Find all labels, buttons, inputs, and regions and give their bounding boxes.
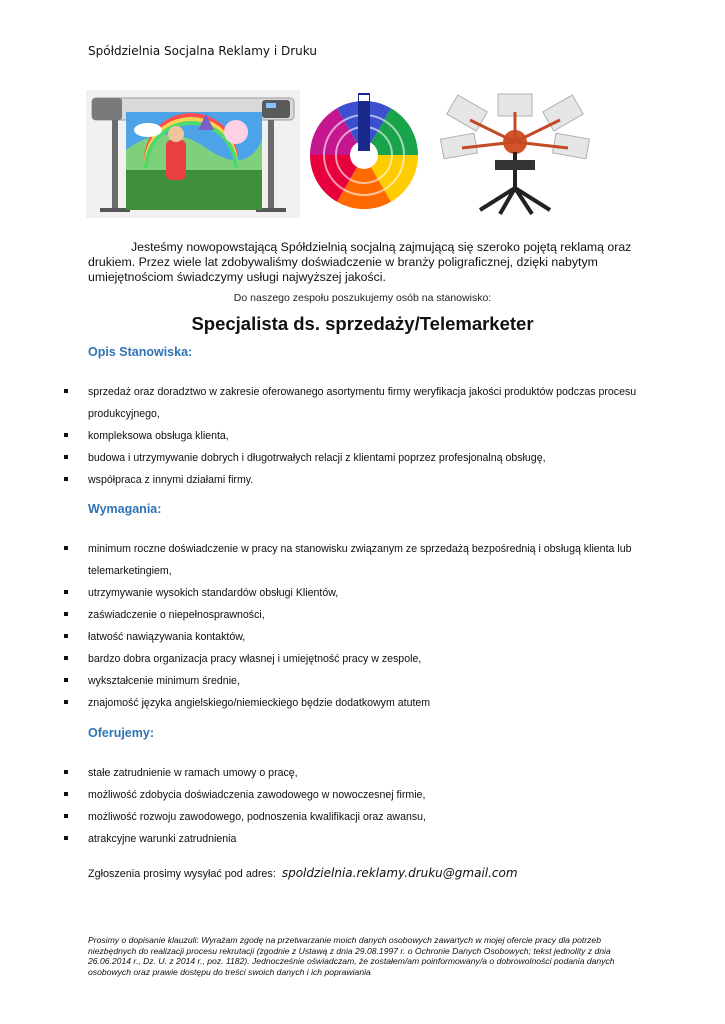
list-item: atrakcyjne warunki zatrudnienia [0,828,648,850]
gdpr-disclaimer: Prosimy o dopisanie klauzuli: Wyrażam zgodę na przetwarzanie moich danych osobowych zawartych w mojej ofercie pracy dla potrzeb niezbędnych do realizacji procesu rekrutacji (zgodnie z Ustawą z dnia 29.08.1997 r. o Ochronie Danych Osobowych; tekst jednolity z dnia 26.06.2014 r., Dz. U. z 2014 r., poz. 1182). Jednocześnie oświadczam, że zostałem/am poinformowany/a o dobrowolności podania danych osobowych oraz prawie dostępu do treści swoich danych i ich poprawiania [88,935,615,977]
list-item: stałe zatrudnienie w ramach umowy o pracę, [0,762,648,784]
list-item: zaświadczenie o niepełnosprawności, [0,604,648,626]
job-description-list [0,381,725,491]
list-item: możliwość rozwoju zawodowego, podnoszenia kwalifikacji oraz awansu, [0,806,648,828]
list-item: znajomość języka angielskiego/niemieckiego będzie dodatkowym atutem [0,692,648,714]
requirements-list [0,538,725,714]
list-item: współpraca z innymi działami firmy. [0,469,648,491]
list-item: wykształcenie minimum średnie, [0,670,648,692]
seeking-line: Do naszego zespołu poszukujemy osób na stanowisko: [233,292,492,304]
list-item: minimum roczne doświadczenie w pracy na stanowisku związanym ze sprzedażą bezpośrednią i obsługą klienta lub telemarketingiem, [0,538,648,582]
contact-label: Zgłoszenia prosimy wysyłać pod adres: [88,868,276,880]
wide-format-printer-image [86,90,300,218]
list-item: bardzo dobra organizacja pracy własnej i umiejętność pracy w zespole, [0,648,648,670]
color-swatch-wheel-image [306,91,422,213]
section-heading-offer: Oferujemy: [88,726,154,740]
list-item: budowa i utrzymywanie dobrych i długotrwałych relacji z klientami poprzez profesjonalną obsługę, [0,447,648,469]
contact-email-link[interactable]: spoldzielnia.reklamy.druku@gmail.com [281,866,518,880]
list-item: łatwość nawiązywania kontaktów, [0,626,648,648]
job-title: Specjalista ds. sprzedaży/Telemarketer [191,313,534,334]
offer-list [0,762,725,850]
section-heading-job-description: Opis Stanowiska: [88,345,193,359]
intro-paragraph: Jesteśmy nowopowstającą Spółdzielnią socjalną zajmującą się szeroko pojętą reklamą oraz drukiem. Przez wiele lat zdobywaliśmy doświadczenie w branży poligraficznej, dzięki nabytym umiejętnościom świadczymy usługi najwyższej jakości. [88,240,632,284]
section-heading-requirements: Wymagania: [88,502,162,516]
screen-printing-press-image [440,92,590,218]
list-item: możliwość zdobycia doświadczenia zawodowego w nowoczesnej firmie, [0,784,648,806]
document-header: Spółdzielnia Socjalna Reklamy i Druku [88,44,317,58]
list-item: sprzedaż oraz doradztwo w zakresie oferowanego asortymentu firmy weryfikacja jakości produktów podczas procesu produkcyjnego, [0,381,648,425]
list-item: utrzymywanie wysokich standardów obsługi Klientów, [0,582,648,604]
contact-line [88,866,518,880]
list-item: kompleksowa obsługa klienta, [0,425,648,447]
